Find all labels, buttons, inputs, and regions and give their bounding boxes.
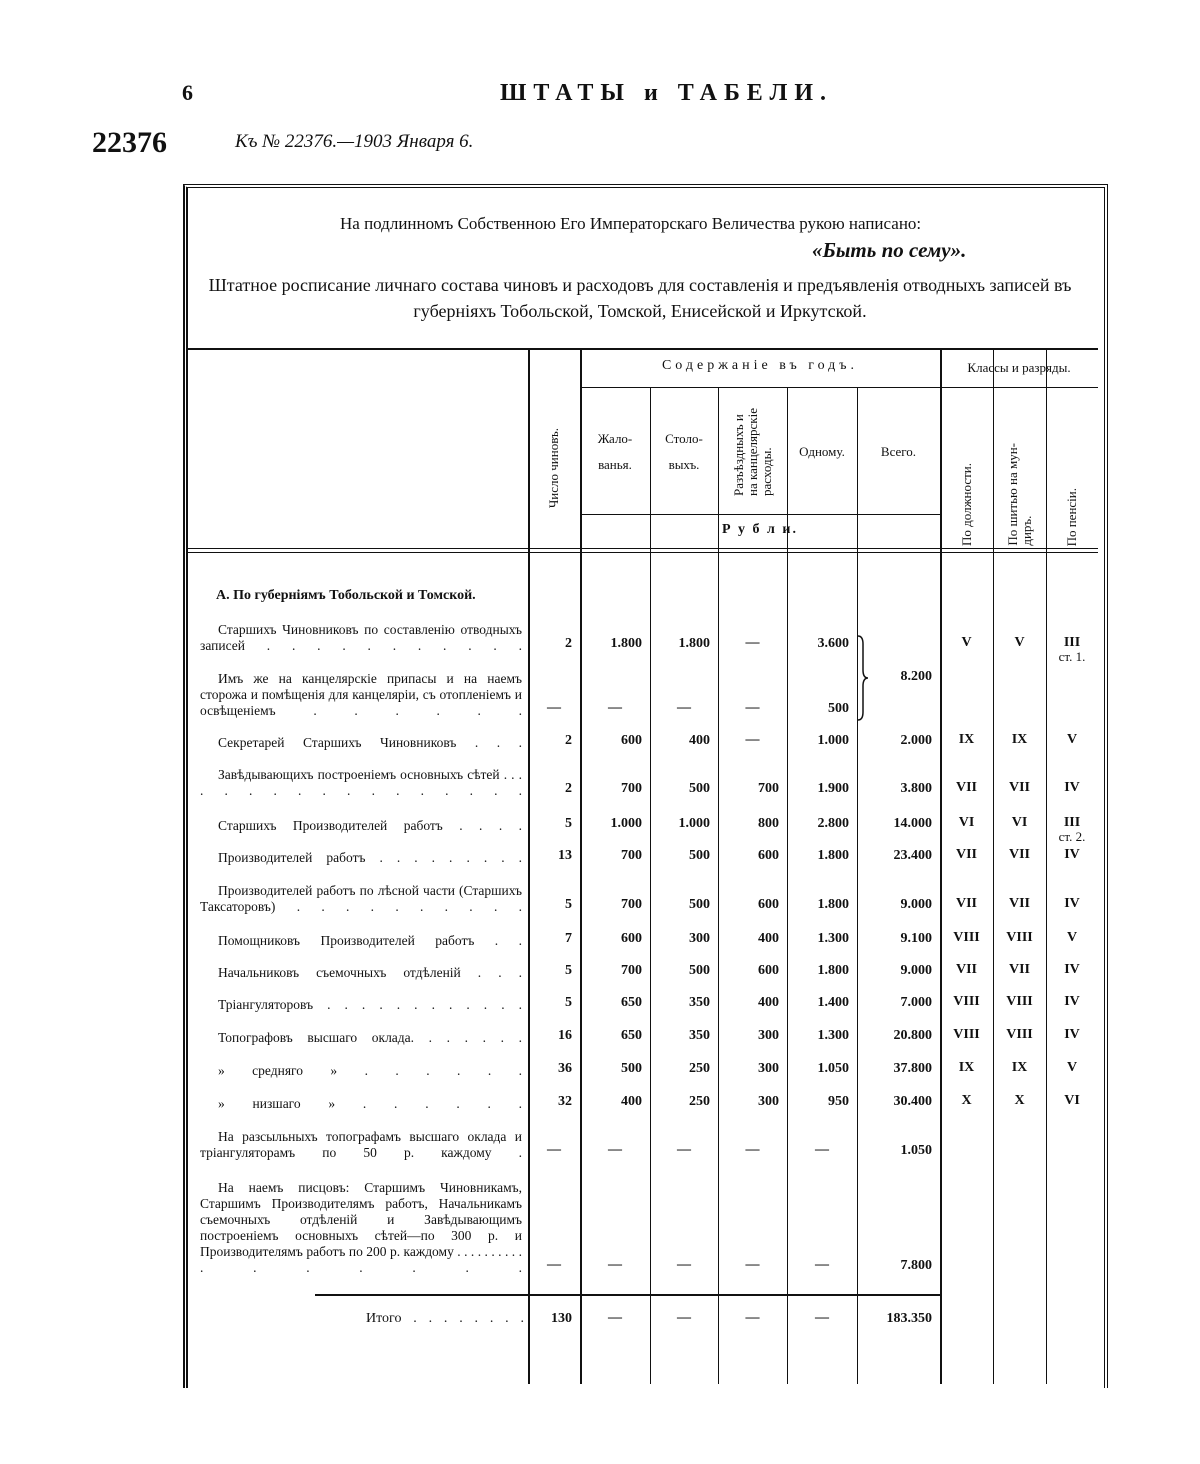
cell-value: 950 — [828, 1094, 849, 1109]
law-number: 22376 — [92, 126, 167, 159]
cell-value: 600 — [621, 733, 642, 748]
section-heading: А. По губерніямъ Тобольской и Томской. — [216, 588, 476, 603]
cell-value: — — [608, 700, 622, 715]
cell-value: 500 — [689, 963, 710, 978]
cell-value: 400 — [758, 995, 779, 1010]
cell-value: 650 — [621, 1028, 642, 1043]
col-count-label: Число чиновъ. — [546, 427, 561, 509]
cell-value: 1.000 — [817, 733, 849, 748]
cell-value: 250 — [689, 1094, 710, 1109]
class-value: IV — [1064, 1027, 1080, 1042]
cell-value: — — [547, 1257, 561, 1272]
cell-value: 9.000 — [900, 897, 932, 912]
running-title: ШТАТЫ и ТАБЕЛИ. — [500, 80, 834, 106]
cell-value: 1.000 — [610, 816, 642, 831]
row-label: Завѣдывающихъ построеніемъ основныхъ сѣтей . . . . . . . . . . . . . . . . . — [200, 767, 522, 798]
class-value: VIII — [953, 994, 980, 1009]
col-by-pension-label: По пенсіи. — [1064, 487, 1079, 546]
col-salary: Жало- ванья. — [597, 431, 633, 472]
cell-value: — — [745, 732, 760, 747]
cell-value: 16 — [558, 1028, 572, 1043]
rule-header-bottom-2 — [188, 552, 1098, 553]
cell-value: — — [677, 1142, 691, 1157]
cell-value: — — [608, 1142, 622, 1157]
class-value: VII — [955, 780, 977, 795]
class-value: IX — [1011, 732, 1028, 747]
col-travel-label: Разъѣздныхъ и на канцелярскіе расходы. — [730, 408, 774, 496]
cell-value: 700 — [621, 781, 642, 796]
cell-value: 37.800 — [893, 1061, 932, 1076]
cell-value: 800 — [758, 816, 779, 831]
row-label: Старшихъ Производителей работъ . . . . — [218, 818, 522, 833]
col-by-uniform — [993, 390, 1046, 546]
cell-value: 2.800 — [817, 816, 849, 831]
cell-value: 13 — [558, 848, 572, 863]
total-value: — — [745, 1310, 760, 1325]
rule-header-bottom — [188, 548, 1098, 549]
row-label: Имъ же на канцелярскіе припасы и на наемъ сторожа и помѣщенія для канцеляріи, съ отопленіемъ и освѣщеніемъ . . . . . . — [200, 671, 522, 718]
cell-value: 350 — [689, 1028, 710, 1043]
cell-value: 400 — [621, 1094, 642, 1109]
row-label: Помощниковъ Производителей работъ . . — [218, 933, 522, 948]
cell-value: — — [745, 700, 760, 715]
class-value: IX — [958, 732, 975, 747]
cell-value: 500 — [689, 897, 710, 912]
col-per-one: Одному. — [799, 444, 845, 459]
row-label: » низшаго » . . . . . . — [218, 1096, 522, 1111]
cell-value: 600 — [758, 897, 779, 912]
cell-value: 1.000 — [678, 816, 710, 831]
cell-value: 30.400 — [893, 1094, 932, 1109]
class-value: VII — [955, 962, 977, 977]
class-value: V — [1066, 732, 1078, 747]
class-value: IX — [958, 1060, 975, 1075]
cell-value: 1.800 — [678, 636, 710, 651]
cell-value: 5 — [565, 897, 572, 912]
cell-value: — — [815, 1257, 829, 1272]
cell-value: 14.000 — [893, 816, 932, 831]
cell-value: 1.300 — [817, 1028, 849, 1043]
rule-group-classes — [940, 387, 1098, 388]
class-value: X — [1014, 1093, 1025, 1108]
col-table-money: Столо- выхъ. — [665, 431, 703, 472]
cell-value: — — [547, 700, 561, 715]
class-value: VIII — [1006, 1027, 1033, 1042]
row-label: На разсыльныхъ топографамъ высшаго оклада и тріангуляторамъ по 50 р. каждому . — [200, 1129, 522, 1160]
cell-value: — — [677, 1257, 691, 1272]
col-group-maintenance: Содержаніе въ годъ. — [661, 358, 859, 373]
total-value: — — [608, 1310, 622, 1325]
cell-value: 5 — [565, 816, 572, 831]
class-value: VIII — [953, 1027, 980, 1042]
cell-value: — — [745, 1257, 760, 1272]
cell-value: — — [815, 1142, 829, 1157]
cell-value: 700 — [758, 781, 779, 796]
cell-value: 32 — [558, 1094, 572, 1109]
col-travel — [718, 390, 787, 514]
cell-value: 500 — [689, 781, 710, 796]
row-label: » средняго » . . . . . . — [218, 1063, 522, 1078]
cell-value: 650 — [621, 995, 642, 1010]
class-value: VIII — [1006, 994, 1033, 1009]
class-value: VIII — [953, 930, 980, 945]
cell-value: 700 — [621, 848, 642, 863]
row-label: Секретарей Старшихъ Чиновниковъ . . . — [218, 735, 522, 750]
class-value: IV — [1064, 896, 1080, 911]
col-by-post — [940, 390, 993, 546]
cell-value: 300 — [758, 1094, 779, 1109]
cell-value: 5 — [565, 963, 572, 978]
cell-value: 1.800 — [817, 963, 849, 978]
cell-value: 2 — [565, 636, 572, 651]
class-value: IV — [1064, 962, 1080, 977]
cell-value: 1.300 — [817, 931, 849, 946]
class-article: ст. 2. — [1058, 829, 1086, 844]
class-value: IV — [1064, 780, 1080, 795]
row-label: Тріангуляторовъ . . . . . . . . . . . . — [218, 997, 522, 1012]
cell-value: 5 — [565, 995, 572, 1010]
cell-value: 1.900 — [817, 781, 849, 796]
cell-value: 3.800 — [900, 781, 932, 796]
cell-value: 300 — [758, 1061, 779, 1076]
class-value: VI — [958, 815, 975, 830]
document-heading: Штатное росписание личнаго состава чиновъ и расходовъ для составленія и предъявленія отводныхъ записей въ губерніяхъ Тобольской, Томской, Енисейской и Иркутской. — [208, 275, 1072, 321]
class-value: V — [1066, 1060, 1078, 1075]
cell-value: 1.800 — [817, 897, 849, 912]
row-label: Начальниковъ съемочныхъ отдѣленій . . . — [218, 965, 522, 980]
cell-value: — — [745, 1142, 760, 1157]
cell-value: 500 — [828, 701, 849, 716]
cell-value: 700 — [621, 963, 642, 978]
row-label: Топографовъ высшаго оклада. . . . . . . — [218, 1030, 522, 1045]
class-value: VII — [1008, 896, 1030, 911]
law-reference: Къ № 22376.—1903 Января 6. — [235, 131, 474, 152]
col-group-classes: Классы и разряды. — [967, 360, 1071, 375]
class-value: VII — [1008, 847, 1030, 862]
cell-value: 400 — [689, 733, 710, 748]
class-value: V — [1066, 930, 1078, 945]
cell-value: 300 — [758, 1028, 779, 1043]
cell-value: 600 — [621, 931, 642, 946]
class-value: IV — [1064, 994, 1080, 1009]
class-value: III ст. 1. — [1046, 636, 1098, 664]
cell-value: 36 — [558, 1061, 572, 1076]
row-label: Производителей работъ по лѣсной части (Старшихъ Таксаторовъ) . . . . . . . . . . — [200, 883, 522, 914]
cell-value: 9.000 — [900, 963, 932, 978]
cell-value: 3.600 — [817, 636, 849, 651]
rule-group-maintenance — [580, 387, 940, 388]
cell-value: 1.800 — [610, 636, 642, 651]
cell-value: 20.800 — [893, 1028, 932, 1043]
col-currency: Р у б л и. — [722, 522, 798, 537]
class-value: VII — [1008, 780, 1030, 795]
imperial-note: На подлинномъ Собственною Его Императорскаго Величества рукою написано: — [340, 214, 922, 233]
col-by-uniform-label: По шитью на мун- диръ. — [1004, 443, 1034, 546]
class-value: III ст. 2. — [1046, 816, 1098, 844]
page-number: 6 — [182, 80, 193, 105]
cell-value: 7 — [565, 931, 572, 946]
cell-value: — — [547, 1142, 561, 1157]
class-value: VIII — [1006, 930, 1033, 945]
cell-value: 2.000 — [900, 733, 932, 748]
cell-value: 7.800 — [900, 1258, 932, 1273]
row-label: На наемъ писцовъ: Старшимъ Чиновникамъ, Старшимъ Производителямъ работъ, Начальникамъ съемочныхъ отдѣленій и Завѣдывающимъ построеніемъ основныхъ сѣтей—по 300 р. и Производителямъ работъ по 200 р. каждому . . . . . . . . . . . . . . . . . — [200, 1180, 522, 1275]
cell-value: 250 — [689, 1061, 710, 1076]
total-value: 183.350 — [886, 1311, 932, 1326]
class-value: VII — [1008, 962, 1030, 977]
total-value: — — [677, 1310, 691, 1325]
cell-value: 2 — [565, 733, 572, 748]
cell-value: 600 — [758, 963, 779, 978]
total-value: — — [815, 1310, 829, 1325]
bracketed-total: 8.200 — [900, 669, 932, 684]
cell-value: 500 — [689, 848, 710, 863]
cell-value: 9.100 — [900, 931, 932, 946]
cell-value: 1.800 — [817, 848, 849, 863]
class-value: IX — [1011, 1060, 1028, 1075]
cell-value: 400 — [758, 931, 779, 946]
cell-value: 600 — [758, 848, 779, 863]
total-value: 130 — [551, 1311, 572, 1326]
cell-value: 23.400 — [893, 848, 932, 863]
col-count — [528, 390, 580, 546]
imperial-resolution: «Быть по сему». — [812, 238, 967, 262]
cell-value: 700 — [621, 897, 642, 912]
class-value: IV — [1064, 847, 1080, 862]
cell-value: — — [677, 700, 691, 715]
rule-title-bottom — [188, 348, 1098, 350]
class-value: VI — [1064, 1093, 1080, 1108]
rule-currency — [580, 514, 940, 515]
class-value: VII — [955, 896, 977, 911]
cell-value: 300 — [689, 931, 710, 946]
cell-value: 1.050 — [817, 1061, 849, 1076]
rule-total — [315, 1294, 940, 1296]
col-by-pension — [1046, 390, 1098, 546]
class-value: VI — [1011, 815, 1028, 830]
col-by-post-label: По должности. — [958, 463, 974, 546]
class-value: V — [1014, 635, 1025, 650]
cell-value: 7.000 — [900, 995, 932, 1010]
cell-value: — — [745, 635, 760, 650]
row-label: Производителей работъ . . . . . . . . . — [218, 850, 522, 865]
class-value: VII — [955, 847, 977, 862]
cell-value: 350 — [689, 995, 710, 1010]
class-value: V — [961, 635, 972, 650]
row-label: Старшихъ Чиновниковъ по составленію отводныхъ записей . . . . . . . . . . . — [200, 622, 522, 653]
class-article: ст. 1. — [1058, 649, 1086, 664]
col-total: Всего. — [880, 444, 917, 459]
cell-value: 1.400 — [817, 995, 849, 1010]
cell-value: 1.050 — [900, 1143, 932, 1158]
total-row-label: Итого . . . . . . . . — [366, 1311, 524, 1326]
cell-value: 500 — [621, 1061, 642, 1076]
class-value: X — [961, 1093, 972, 1108]
cell-value: — — [608, 1257, 622, 1272]
cell-value: 2 — [565, 781, 572, 796]
